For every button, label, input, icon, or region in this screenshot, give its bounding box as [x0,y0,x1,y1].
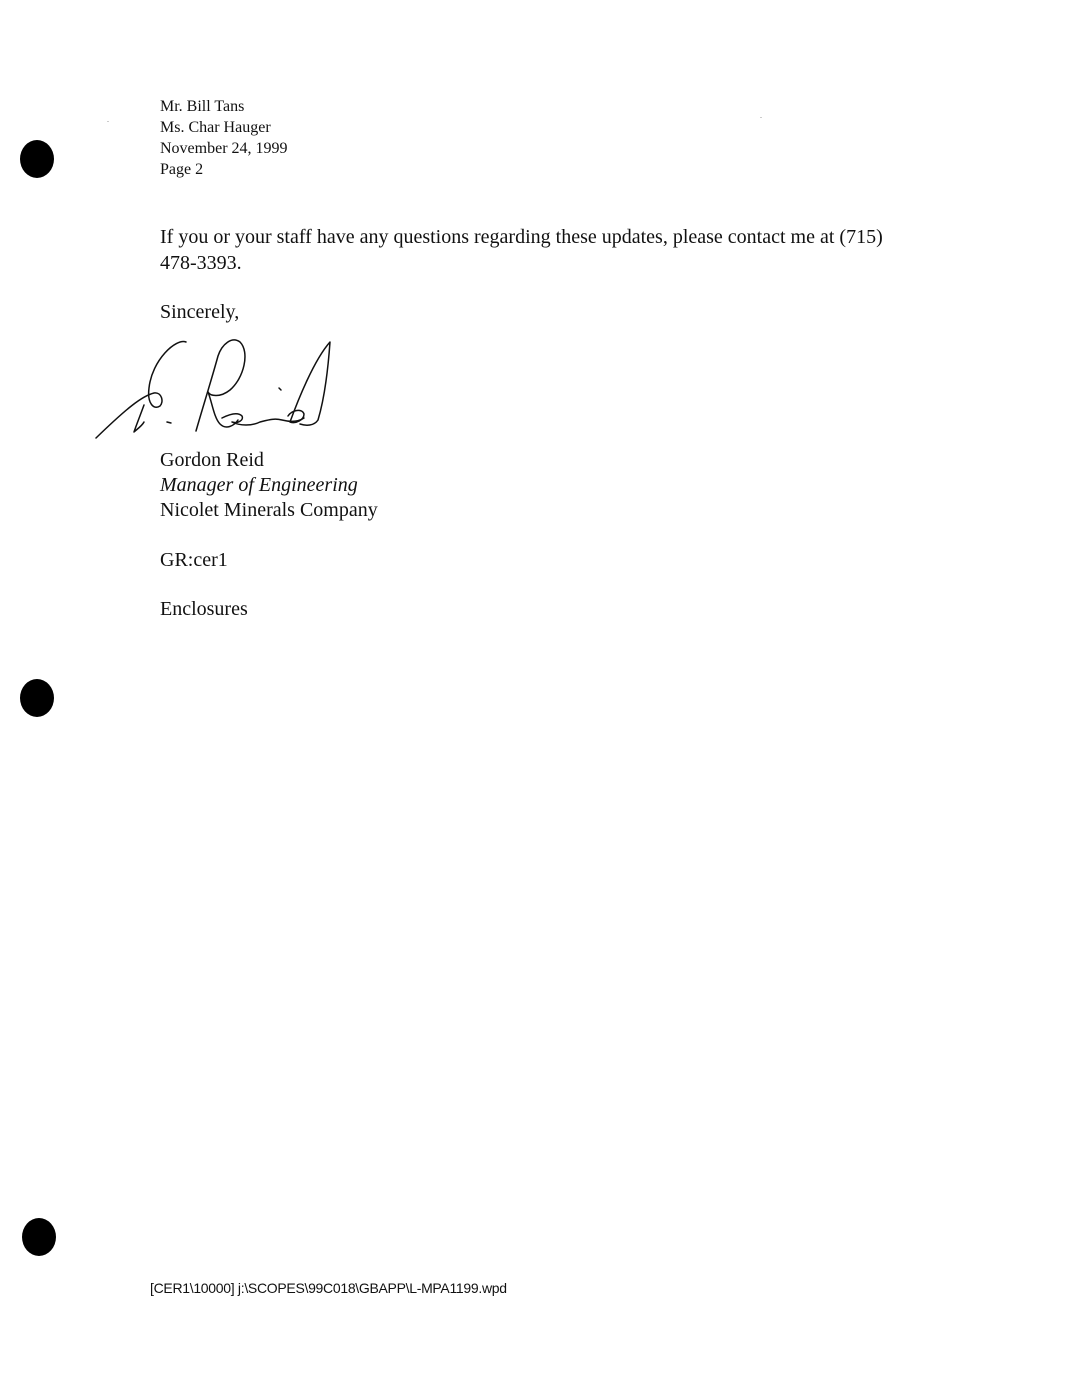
scan-speck [107,121,109,122]
closing-salutation: Sincerely, [160,301,240,323]
scan-speck [760,117,762,118]
signer-company: Nicolet Minerals Company [160,499,378,521]
page-number: Page 2 [160,161,204,178]
signature-stroke-r [196,340,245,431]
signer-title: Manager of Engineering [160,474,358,496]
signature-stroke-g-tail [134,405,144,432]
letter-header [160,96,288,180]
signature-stroke-g [96,342,186,438]
recipient-line-1: Mr. Bill Tans [160,98,245,115]
punch-hole-bottom [22,1218,56,1256]
signer-name: Gordon Reid [160,449,264,471]
letter-date: November 24, 1999 [160,140,288,157]
reference-initials: GR:cer1 [160,549,228,571]
signature-stroke-d [288,342,330,425]
handwritten-signature [92,330,342,445]
signature-block [160,448,378,523]
punch-hole-top [20,140,54,178]
signature-stroke-i-dot [279,388,281,390]
punch-hole-middle [20,679,54,717]
body-paragraph: If you or your staff have any questions regarding these updates, please contact me at (715) 478-3393. [160,226,883,274]
recipient-line-2: Ms. Char Hauger [160,119,271,136]
footer-file-path: [CER1\10000] j:\SCOPES\99C018\GBAPP\L-MPA1199.wpd [150,1280,507,1296]
signature-stroke-dot [167,422,171,423]
enclosures-note: Enclosures [160,598,248,620]
